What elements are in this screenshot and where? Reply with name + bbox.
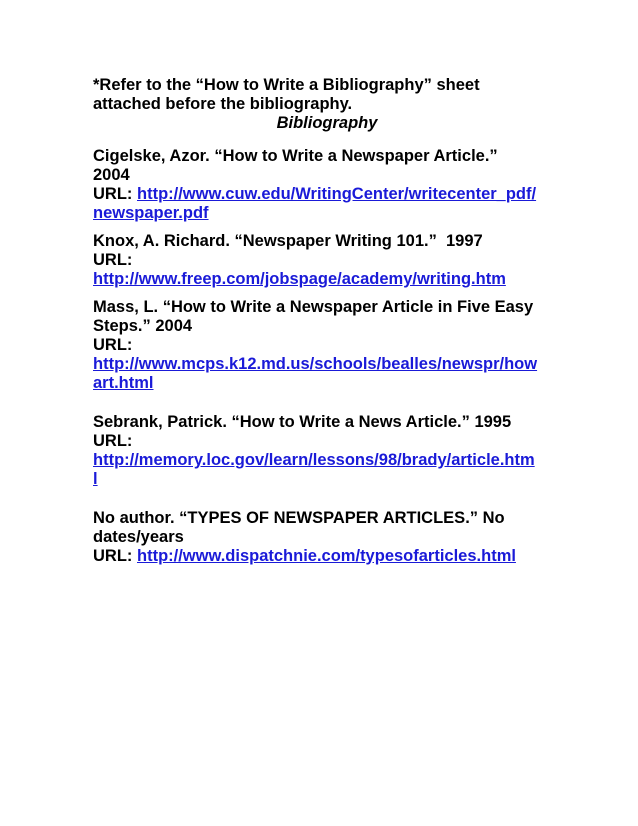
bibliography-entry [93,232,553,289]
url-link[interactable]: l [93,470,98,488]
url-link[interactable]: http://www.freep.com/jobspage/academy/writing.htm [93,270,506,288]
citation-text: Cigelske, Azor. “How to Write a Newspaper Article.” [93,147,498,165]
citation-text: Steps.” 2004 [93,317,193,335]
url-link[interactable]: http://www.dispatchnie.com/typesofarticles.html [137,547,516,565]
document-page [93,76,553,566]
bibliography-entry [93,509,553,566]
citation-text: No author. “TYPES OF NEWSPAPER ARTICLES.” No [93,509,505,527]
page-title: Bibliography [276,114,378,132]
bibliography-entry [93,298,553,393]
url-link[interactable]: http://www.mcps.k12.md.us/schools/bealles/newspr/how [93,355,538,373]
citation-text: 2004 [93,166,130,184]
url-label: URL: [93,336,133,354]
citation-text: Sebrank, Patrick. “How to Write a News Article.” 1995 [93,413,512,431]
url-label: URL: [93,185,133,203]
citation-text: Knox, A. Richard. “Newspaper Writing 101.” 1997 [93,232,483,250]
instruction-note [93,76,553,114]
url-label: URL: [93,251,133,269]
bibliography-entry [93,413,553,489]
note-line: attached before the bibliography. [93,95,353,113]
url-link[interactable]: http://www.cuw.edu/WritingCenter/writecenter_pdf/ [137,185,537,203]
url-label: URL: [93,432,133,450]
citation-text: dates/years [93,528,184,546]
url-link[interactable]: art.html [93,374,154,392]
url-label: URL: [93,547,133,565]
url-link[interactable]: newspaper.pdf [93,204,209,222]
url-link[interactable]: http://memory.loc.gov/learn/lessons/98/brady/article.htm [93,451,535,469]
bibliography-entry [93,147,553,223]
note-line: *Refer to the “How to Write a Bibliography” sheet [93,76,480,94]
citation-text: Mass, L. “How to Write a Newspaper Article in Five Easy [93,298,534,316]
